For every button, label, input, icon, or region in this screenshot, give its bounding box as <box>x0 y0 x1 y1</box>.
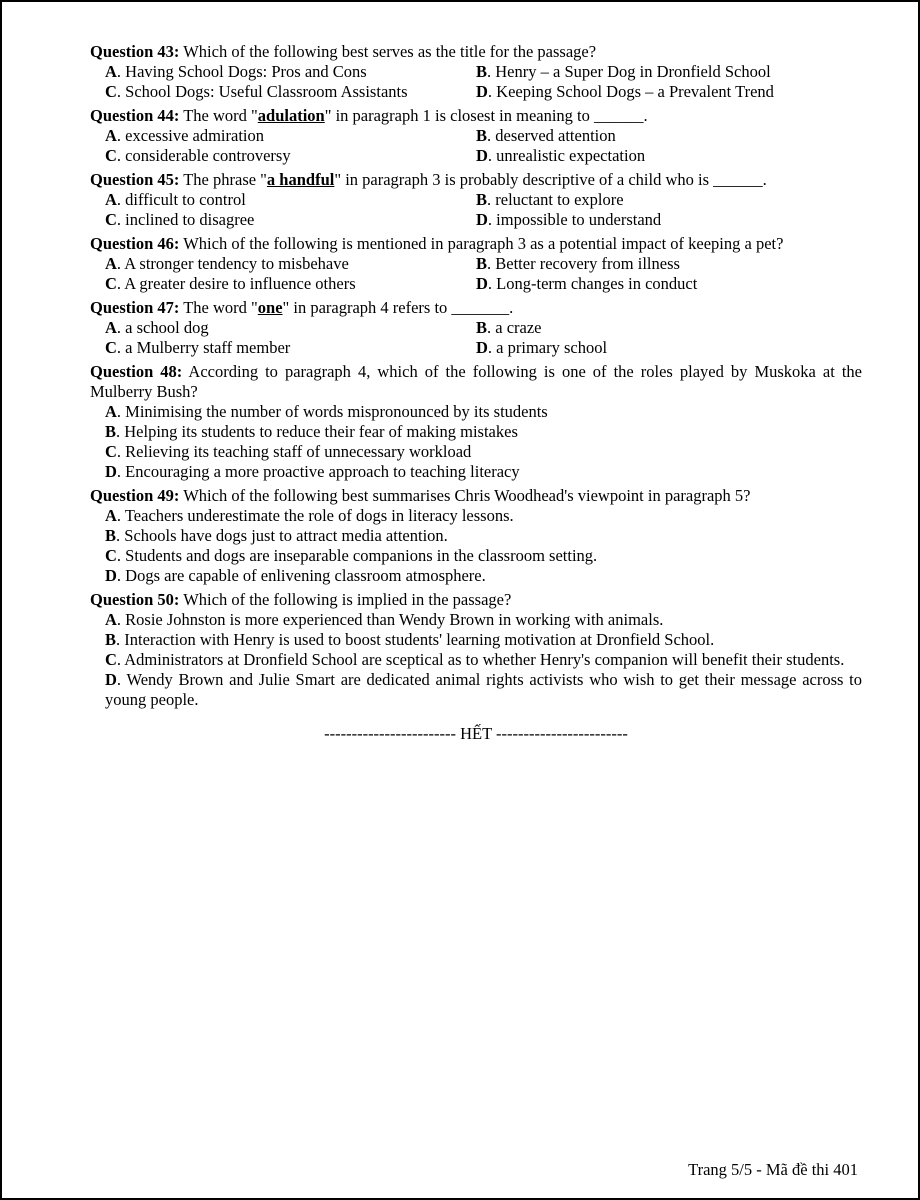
option-letter: C <box>105 338 117 357</box>
option-b <box>476 62 877 82</box>
option-text: . unrealistic expectation <box>487 146 646 165</box>
question-text: According to paragraph 4, which of the following is one of the roles played by Muskoka at the Mulberry Bush? <box>90 362 862 401</box>
option-letter: B <box>476 254 488 273</box>
option-letter: D <box>105 670 117 689</box>
option-text: . Keeping School Dogs – a Prevalent Trend <box>487 82 774 101</box>
options-list <box>105 610 862 710</box>
option-a <box>105 318 491 338</box>
option-b <box>476 126 877 146</box>
option-text: . Minimising the number of words mispronounced by its students <box>116 402 548 421</box>
option-letter: A <box>105 506 117 525</box>
option-a <box>105 62 491 82</box>
options-grid <box>105 190 862 230</box>
option-text: . reluctant to explore <box>487 190 624 209</box>
option-c <box>105 650 862 670</box>
option-text: . School Dogs: Useful Classroom Assistants <box>116 82 408 101</box>
option-text: . Dogs are capable of enlivening classroom atmosphere. <box>116 566 486 585</box>
option-text: . Encouraging a more proactive approach to teaching literacy <box>116 462 520 481</box>
option-letter: B <box>105 422 117 441</box>
option-letter: D <box>105 566 117 585</box>
option-b <box>476 254 877 274</box>
highlighted-keyword: a handful <box>266 170 335 189</box>
option-a <box>105 190 491 210</box>
option-letter: C <box>105 210 117 229</box>
option-text: . Henry – a Super Dog in Dronfield School <box>487 62 771 81</box>
option-letter: D <box>476 82 488 101</box>
option-text: . Administrators at Dronfield School are sceptical as to whether Henry's companion will benefit their students. <box>116 650 845 669</box>
option-text: . Wendy Brown and Julie Smart are dedicated animal rights activists who wish to get their message across to young people. <box>105 670 862 709</box>
option-letter: C <box>105 650 117 669</box>
question-label: Question 50: <box>90 590 180 609</box>
options-grid <box>105 126 862 166</box>
question-47 <box>90 298 862 358</box>
option-a <box>105 126 491 146</box>
options-grid <box>105 62 862 102</box>
option-text: . a Mulberry staff member <box>116 338 291 357</box>
option-d <box>105 566 862 586</box>
option-letter: A <box>105 62 117 81</box>
option-text: . a primary school <box>487 338 608 357</box>
option-c <box>105 274 491 294</box>
options-grid <box>105 254 862 294</box>
option-b <box>476 190 877 210</box>
option-letter: B <box>476 318 488 337</box>
option-text: . Having School Dogs: Pros and Cons <box>116 62 367 81</box>
question-44 <box>90 106 862 166</box>
highlighted-keyword: one <box>257 298 283 317</box>
question-43 <box>90 42 862 102</box>
option-a <box>105 610 862 630</box>
option-letter: B <box>476 62 488 81</box>
option-letter: B <box>476 190 488 209</box>
option-letter: A <box>105 254 117 273</box>
options-list <box>105 402 862 482</box>
option-text: . Schools have dogs just to attract media attention. <box>116 526 448 545</box>
option-letter: C <box>105 146 117 165</box>
question-stem <box>90 106 862 126</box>
option-letter: C <box>105 546 117 565</box>
option-text: . excessive admiration <box>116 126 264 145</box>
option-a <box>105 254 491 274</box>
option-text: . A stronger tendency to misbehave <box>116 254 349 273</box>
question-stem <box>90 298 862 318</box>
option-text: . A greater desire to influence others <box>116 274 356 293</box>
option-letter: C <box>105 274 117 293</box>
option-letter: A <box>105 610 117 629</box>
question-label: Question 46: <box>90 234 180 253</box>
question-45 <box>90 170 862 230</box>
option-letter: D <box>476 210 488 229</box>
question-50 <box>90 590 862 710</box>
option-letter: A <box>105 318 117 337</box>
question-text: Which of the following is implied in the passage? <box>179 590 512 609</box>
option-text: . Interaction with Henry is used to boost students' learning motivation at Dronfield School. <box>116 630 715 649</box>
option-d <box>105 462 862 482</box>
question-46 <box>90 234 862 294</box>
question-label: Question 45: <box>90 170 180 189</box>
question-label: Question 43: <box>90 42 180 61</box>
option-text: . Teachers underestimate the role of dogs in literacy lessons. <box>116 506 514 525</box>
highlighted-keyword: adulation <box>257 106 325 125</box>
option-d <box>476 146 877 166</box>
option-letter: A <box>105 126 117 145</box>
option-c <box>105 146 491 166</box>
option-d <box>476 82 877 102</box>
question-label: Question 44: <box>90 106 180 125</box>
question-49 <box>90 486 862 586</box>
option-c <box>105 546 862 566</box>
option-letter: D <box>476 146 488 165</box>
question-text: Which of the following best serves as the title for the passage? <box>179 42 597 61</box>
question-text-before: The word " <box>179 298 258 317</box>
option-letter: A <box>105 190 117 209</box>
options-list <box>105 506 862 586</box>
page-footer: Trang 5/5 - Mã đề thi 401 <box>688 1160 858 1179</box>
option-text: . Helping its students to reduce their fear of making mistakes <box>116 422 518 441</box>
option-b <box>105 630 862 650</box>
question-stem <box>90 42 862 62</box>
option-letter: C <box>105 442 117 461</box>
option-c <box>105 338 491 358</box>
option-a <box>105 402 862 422</box>
option-text: . difficult to control <box>116 190 246 209</box>
option-text: . a craze <box>487 318 542 337</box>
option-letter: A <box>105 402 117 421</box>
question-text-after: " in paragraph 1 is closest in meaning to ______. <box>324 106 648 125</box>
option-text: . Better recovery from illness <box>487 254 680 273</box>
question-text-after: " in paragraph 3 is probably descriptive of a child who is ______. <box>334 170 767 189</box>
option-a <box>105 506 862 526</box>
option-text: . Long-term changes in conduct <box>487 274 698 293</box>
option-c <box>105 442 862 462</box>
option-letter: D <box>476 274 488 293</box>
question-text-before: The phrase " <box>179 170 267 189</box>
option-d <box>105 670 862 710</box>
question-text: Which of the following best summarises Chris Woodhead's viewpoint in paragraph 5? <box>179 486 751 505</box>
question-text-after: " in paragraph 4 refers to _______. <box>282 298 514 317</box>
option-letter: D <box>105 462 117 481</box>
option-d <box>476 210 877 230</box>
question-48 <box>90 362 862 482</box>
option-c <box>105 210 491 230</box>
option-letter: B <box>105 630 117 649</box>
option-b <box>105 422 862 442</box>
option-text: . impossible to understand <box>487 210 662 229</box>
questions-list <box>90 42 862 744</box>
option-letter: B <box>105 526 117 545</box>
option-text: . a school dog <box>116 318 209 337</box>
option-text: . Rosie Johnston is more experienced than Wendy Brown in working with animals. <box>116 610 664 629</box>
option-text: . deserved attention <box>487 126 616 145</box>
question-stem <box>90 170 862 190</box>
option-text: . Students and dogs are inseparable companions in the classroom setting. <box>116 546 598 565</box>
question-text: Which of the following is mentioned in paragraph 3 as a potential impact of keeping a pet? <box>179 234 784 253</box>
option-d <box>476 274 877 294</box>
question-stem <box>90 590 862 610</box>
option-b <box>105 526 862 546</box>
option-letter: D <box>476 338 488 357</box>
end-of-exam-marker: ------------------------ HẾT ------------------------ <box>324 724 628 743</box>
question-label: Question 49: <box>90 486 180 505</box>
option-letter: C <box>105 82 117 101</box>
options-grid <box>105 318 862 358</box>
question-stem <box>90 362 862 402</box>
question-label: Question 47: <box>90 298 180 317</box>
question-text-before: The word " <box>179 106 258 125</box>
option-b <box>476 318 877 338</box>
option-c <box>105 82 491 102</box>
option-text: . inclined to disagree <box>116 210 255 229</box>
question-stem <box>90 234 862 254</box>
option-text: . considerable controversy <box>116 146 291 165</box>
option-letter: B <box>476 126 488 145</box>
question-label: Question 48: <box>90 362 183 381</box>
option-d <box>476 338 877 358</box>
option-text: . Relieving its teaching staff of unnecessary workload <box>116 442 472 461</box>
question-stem <box>90 486 862 506</box>
